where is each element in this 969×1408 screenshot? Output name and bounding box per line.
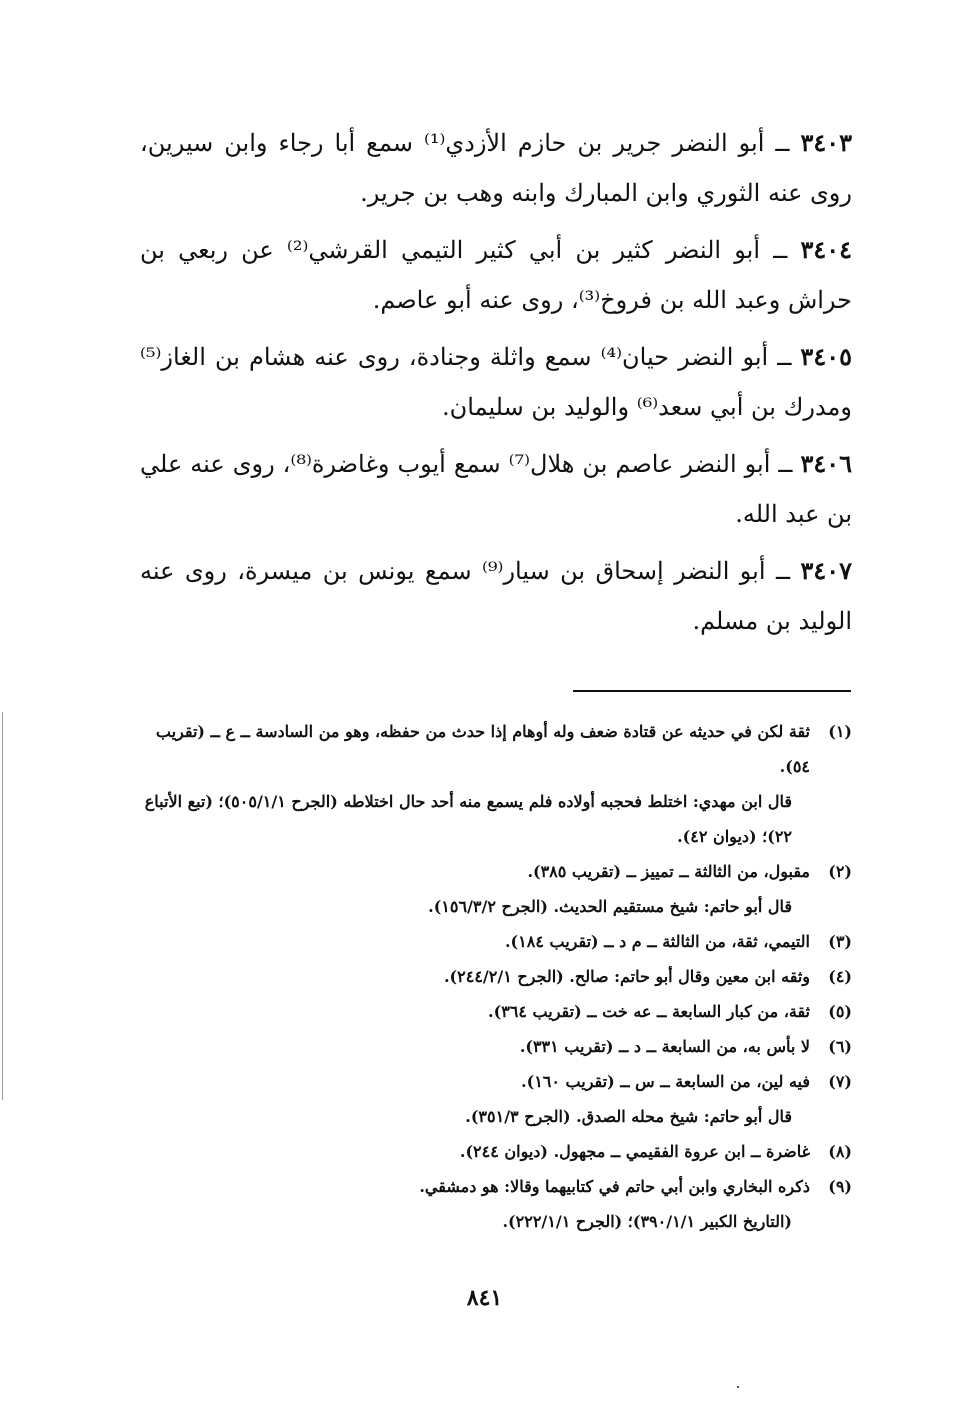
footnote-separator — [573, 690, 851, 692]
entry-number: ٣٤٠٦ — [800, 449, 852, 478]
footnote-text: ذكره البخاري وابن أبي حاتم في كتابيهما وقالا: هو دمشقي. — [419, 1177, 810, 1196]
footnote-continuation: قال أبو حاتم: شيخ مستقيم الحديث. (الجرح ١٥٦/٣/٢). — [428, 897, 792, 916]
footnote-number: (٣) — [828, 932, 852, 951]
footnote-text: وثقه ابن معين وقال أبو حاتم: صالح. (الجرح ٢٤٤/٢/١). — [443, 967, 810, 986]
footnote — [134, 714, 852, 784]
entries-list — [140, 118, 852, 653]
footnote-text: التيمي، ثقة، من الثالثة ــ م د ــ (تقريب ١٨٤). — [504, 932, 810, 951]
footnote-continuation: قال ابن مهدي: اختلط فحجبه أولاده فلم يسمع منه أحد حال اختلاطه (الجرح ٥٠٥/١/١)؛ (تبع الأتباع ٢٢)؛ (ديوان ٤٢). — [144, 792, 792, 846]
footnotes-list — [134, 714, 852, 1239]
entry-text: أبو النضر حيان⁽⁴⁾ سمع واثلة وجنادة، روى عنه هشام بن الغاز⁽⁵⁾ ومدرك بن أبي سعد⁽⁶⁾ والوليد بن سليمان. — [140, 343, 852, 421]
footnote-number: (٩) — [828, 1177, 852, 1196]
margin-line — [2, 712, 3, 1100]
entry-number: ٣٤٠٧ — [800, 556, 853, 585]
footnote-number: (١) — [828, 722, 852, 741]
page-number: ٨٤١ — [466, 1285, 503, 1311]
entry-text: أبو النضر عاصم بن هلال⁽⁷⁾ سمع أيوب وغاضرة⁽⁸⁾، روى عنه علي بن عبد الله. — [140, 450, 852, 528]
entry: ٣٤٠٦ ــ أبو النضر عاصم بن هلال⁽⁷⁾ سمع أيوب وغاضرة⁽⁸⁾، روى عنه علي بن عبد الله. — [140, 449, 852, 528]
scan-speck — [737, 1386, 739, 1388]
footnote-continuation: (التاريخ الكبير ٣٩٠/١/١)؛ (الجرح ٢٢٢/١/١). — [502, 1212, 792, 1231]
footnote-number: (٥) — [828, 1002, 852, 1021]
entry-text: أبو النضر كثير بن أبي كثير التيمي القرشي⁽²⁾ عن ربعي بن حراش وعبد الله بن فروخ⁽³⁾، روى عنه أبو عاصم. — [140, 236, 852, 314]
footnote — [134, 1064, 852, 1099]
footnote-number: (٦) — [828, 1037, 852, 1056]
entry-number: ٣٤٠٤ — [800, 235, 852, 264]
footnote — [134, 959, 852, 994]
footnote-continuation: قال أبو حاتم: شيخ محله الصدق. (الجرح ٣٥١/٣). — [465, 1107, 792, 1126]
entry: ٣٤٠٤ ــ أبو النضر كثير بن أبي كثير التيمي القرشي⁽²⁾ عن ربعي بن حراش وعبد الله بن فروخ⁽³⁾، روى عنه أبو عاصم. — [140, 235, 852, 314]
entry-number: ٣٤٠٣ — [800, 128, 852, 157]
footnote — [134, 1029, 852, 1064]
footnote-text: غاضرة ــ ابن عروة الفقيمي ــ مجهول. (ديوان ٢٤٤). — [459, 1142, 810, 1161]
footnote-number: (٨) — [828, 1142, 852, 1161]
footnote — [134, 854, 852, 889]
footnote-text: ثقة، من كبار السابعة ــ عه خت ــ (تقريب ٣٦٤). — [488, 1002, 810, 1021]
footnote-text: ثقة لكن في حديثه عن قتادة ضعف وله أوهام إذا حدث من حفظه، وهو من السادسة ــ ع ــ (تقريب ٥٤). — [155, 722, 810, 776]
footnote-number: (٢) — [828, 862, 852, 881]
footnote — [134, 924, 852, 959]
entry: ٣٤٠٧ ــ أبو النضر إسحاق بن سيار⁽⁹⁾ سمع يونس بن ميسرة، روى عنه الوليد بن مسلم. — [140, 556, 853, 635]
footnote — [134, 1134, 852, 1169]
footnote — [134, 1169, 852, 1204]
footnote-text: مقبول، من الثالثة ــ تمييز ــ (تقريب ٣٨٥). — [527, 862, 810, 881]
footnote-number: (٤) — [828, 967, 852, 986]
entry: ٣٤٠٥ ــ أبو النضر حيان⁽⁴⁾ سمع واثلة وجنادة، روى عنه هشام بن الغاز⁽⁵⁾ ومدرك بن أبي سعد⁽⁶⁾ والوليد بن سليمان. — [140, 342, 852, 421]
footnote-number: (٧) — [828, 1072, 852, 1091]
entry-text: أبو النضر جرير بن حازم الأزدي⁽¹⁾ سمع أبا رجاء وابن سيرين، روى عنه الثوري وابن المبارك وابنه وهب بن جرير. — [140, 129, 852, 207]
footnote-text: لا بأس به، من السابعة ــ د ــ (تقريب ٣٣١). — [519, 1037, 810, 1056]
entry-number: ٣٤٠٥ — [800, 342, 852, 371]
footnote-text: فيه لين، من السابعة ــ س ــ (تقريب ١٦٠). — [521, 1072, 810, 1091]
entry: ٣٤٠٣ ــ أبو النضر جرير بن حازم الأزدي⁽¹⁾ سمع أبا رجاء وابن سيرين، روى عنه الثوري وابن المبارك وابنه وهب بن جرير. — [140, 128, 852, 207]
entry-text: أبو النضر إسحاق بن سيار⁽⁹⁾ سمع يونس بن ميسرة، روى عنه الوليد بن مسلم. — [140, 557, 852, 635]
footnote — [134, 994, 852, 1029]
